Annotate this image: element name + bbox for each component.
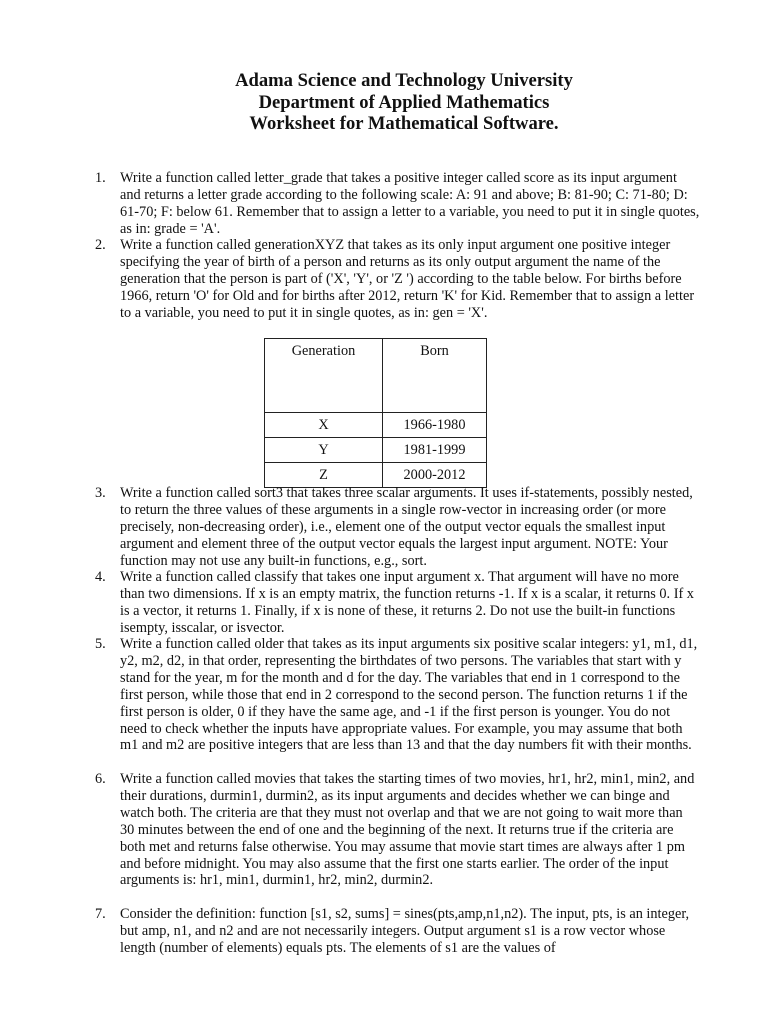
item-text: Write a function called letter_grade that takes a positive integer called score as its input argument and returns a letter grade according to the following scale: A: 91 and above; B: 81-90; C: 71-80; D: 61-70; F: below 61. Remember that to assign a letter to a variable, you need to put it in single quotes, as in: grade = 'A'.	[120, 170, 700, 237]
table-cell: 1966-1980	[383, 413, 487, 438]
column-header-generation: Generation	[265, 339, 383, 413]
column-header-born: Born	[383, 339, 487, 413]
document-header	[0, 70, 768, 135]
item-text: Consider the definition: function [s1, s2, sums] = sines(pts,amp,n1,n2). The input, pts, is an integer, but amp, n1, and n2 and are not necessarily integers. Output argument s1 is a row vector whose length (number of elements) equals pts. The elements of s1 are the values of	[120, 906, 690, 956]
worksheet-title: Worksheet for Mathematical Software.	[249, 113, 559, 134]
table-cell: 1981-1999	[383, 438, 487, 463]
item-number: 3.	[95, 485, 106, 501]
table-cell: Y	[265, 438, 383, 463]
table-row	[265, 438, 487, 463]
item-number: 7.	[95, 906, 106, 922]
table-cell: Z	[265, 463, 383, 488]
item-number: 5.	[95, 636, 106, 652]
item-number: 4.	[95, 569, 106, 585]
item-text: Write a function called classify that takes one input argument x. That argument will have no more than two dimensions. If x is an empty matrix, the function returns -1. If x is a scalar, it returns 0. If x is a vector, it returns 1. Finally, if x is none of these, it returns 2. Do not use the built-in functions isempty, isscalar, or isvector.	[120, 569, 694, 636]
table-cell: 2000-2012	[383, 463, 487, 488]
item-number: 2.	[95, 237, 106, 253]
university-title: Adama Science and Technology University	[235, 70, 573, 91]
item-text: Write a function called movies that takes the starting times of two movies, hr1, hr2, min1, min2, and their durations, durmin1, durmin2, as its input arguments and decides whether we can binge and watch both. The criteria are that they must not overlap and that we are not going to wait more than 30 minutes between the end of one and the beginning of the next. It returns true if the criteria are both met and returns false otherwise. You may assume that movie start times are always after 1 pm and before midnight. You may also assume that the first one starts earlier. The order of the input arguments is: hr1, min1, durmin1, hr2, min2, durmin2.	[120, 771, 695, 889]
item-text: Write a function called sort3 that takes three scalar arguments. It uses if-statements, possibly nested, to return the three values of these arguments in a single row-vector in increasing order (or more precisely, non-decreasing order), i.e., element one of the output vector equals the smallest input argument and element three of the output vector equals the largest input argument. NOTE: Your function may not use any built-in functions, e.g., sort.	[120, 485, 693, 569]
item-number: 6.	[95, 771, 106, 787]
generation-table	[264, 338, 487, 488]
table-row	[265, 413, 487, 438]
table-header-row	[265, 339, 487, 413]
department-title: Department of Applied Mathematics	[258, 91, 550, 113]
table-cell: X	[265, 413, 383, 438]
item-text: Write a function called older that takes as its input arguments six positive scalar integers: y1, m1, d1, y2, m2, d2, in that order, representing the birthdates of two persons. The variables that start with y stand for the year, m for the month and d for the day. The variables that end in 1 correspond to the first person, while those that end in 2 correspond to the second person. The function returns 1 if the first person is older, 0 if they have the same age, and -1 if the first person is younger. You do not need to check whether the inputs have appropriate values. For example, you may assume that both m1 and m2 are positive integers that are less than 13 and that the day numbers fit with their months.	[120, 636, 698, 754]
item-text: Write a function called generationXYZ that takes as its only input argument one positive integer specifying the year of birth of a person and returns as its only output argument the name of the generation that the person is part of ('X', 'Y', or 'Z ') according to the table below. For births before 1966, return 'O' for Old and for births after 2012, return 'K' for Kid. Remember that to assign a letter to a variable, you need to put it in single quotes, as in: gen = 'X'.	[120, 237, 695, 321]
table-row	[265, 463, 487, 488]
item-number: 1.	[95, 170, 106, 186]
